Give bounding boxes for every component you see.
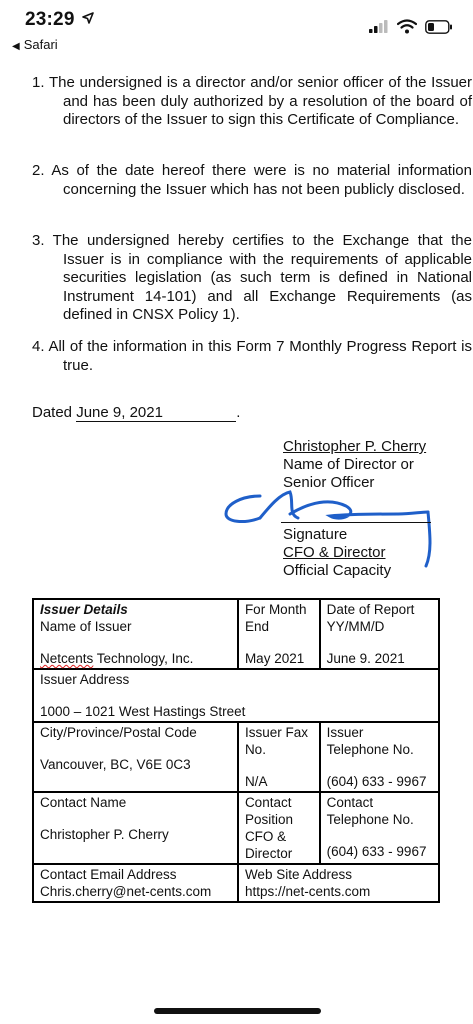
item-1 xyxy=(32,74,472,130)
contact-position-label-1: Contact xyxy=(244,795,292,810)
city-value: Vancouver, BC, V6E 0C3 xyxy=(40,757,191,772)
issuer-name-cell xyxy=(33,599,238,669)
website-cell xyxy=(238,864,439,902)
fax-value: N/A xyxy=(244,774,268,789)
table-row xyxy=(33,722,439,792)
month-end-label-1: For Month xyxy=(244,602,307,617)
signature-caption-block xyxy=(283,526,391,580)
fax-cell xyxy=(238,722,320,792)
cellular-signal-icon xyxy=(369,20,389,33)
item-4 xyxy=(32,338,472,375)
item-number: 3. xyxy=(32,232,45,249)
capacity-caption: Official Capacity xyxy=(283,562,392,579)
dated-line xyxy=(32,404,240,422)
contact-phone-cell xyxy=(320,792,439,864)
capacity-value: CFO & Director xyxy=(283,544,386,561)
issuer-details-heading: Issuer Details xyxy=(40,602,128,617)
website-value: https://net-cents.com xyxy=(244,884,371,899)
table-row xyxy=(33,599,439,669)
report-date-label-2: YY/MM/D xyxy=(326,619,385,634)
item-text: The undersigned hereby certifies to the Exchange that the Issuer is in compliance with the requirements of applicable securities legislation (as such term is defined in National Instrument 14-101) and all Exchange Requirements (as defined in CNSX Policy 1). xyxy=(52,232,472,324)
status-time: 23:29 xyxy=(25,9,75,30)
address-label: Issuer Address xyxy=(40,672,130,687)
issuer-details-table xyxy=(32,598,440,903)
back-to-safari-link[interactable] xyxy=(12,37,58,52)
item-3 xyxy=(32,232,472,325)
website-label: Web Site Address xyxy=(244,867,352,882)
month-end-value: May 2021 xyxy=(244,651,305,666)
item-number: 4. xyxy=(32,338,45,355)
month-end-cell xyxy=(238,599,320,669)
fax-label-2: No. xyxy=(244,742,266,757)
email-cell xyxy=(33,864,238,902)
contact-phone-label-2: Telephone No. xyxy=(326,812,414,827)
contact-phone-label-1: Contact xyxy=(326,795,374,810)
item-number: 2. xyxy=(32,162,45,179)
phone-label-1: Issuer xyxy=(326,725,364,740)
month-end-label-2: End xyxy=(244,619,269,634)
item-2 xyxy=(32,162,472,199)
back-label: Safari xyxy=(23,37,58,52)
signer-name: Christopher P. Cherry xyxy=(283,438,427,455)
address-cell xyxy=(33,669,439,722)
phone-value: (604) 633 - 9967 xyxy=(326,774,427,789)
signature-line xyxy=(281,522,431,523)
contact-name-cell xyxy=(33,792,238,864)
fax-label-1: Issuer Fax xyxy=(244,725,308,740)
wifi-icon xyxy=(397,19,417,34)
home-indicator[interactable] xyxy=(154,1008,321,1014)
battery-icon xyxy=(425,20,453,34)
signature-caption: Signature xyxy=(283,526,348,543)
back-triangle-icon: ◀ xyxy=(12,41,20,52)
dated-suffix: . xyxy=(236,404,241,421)
dated-label: Dated xyxy=(32,404,73,421)
table-row xyxy=(33,669,439,722)
contact-position-label-2: Position xyxy=(244,812,293,827)
report-date-value: June 9. 2021 xyxy=(326,651,405,666)
signer-name-caption-1: Name of Director or xyxy=(283,456,414,473)
cutoff-text-line xyxy=(60,49,380,55)
report-date-label-1: Date of Report xyxy=(326,602,415,617)
signer-name-caption-2: Senior Officer xyxy=(283,474,375,491)
phone-cell xyxy=(320,722,439,792)
issuer-name-rest: Technology, Inc. xyxy=(93,651,194,666)
address-value: 1000 – 1021 West Hastings Street xyxy=(40,704,246,719)
report-date-cell xyxy=(320,599,439,669)
item-text: As of the date hereof there were is no material information concerning the Issuer which has not been publicly disclosed. xyxy=(51,162,472,198)
dated-value: June 9, 2021 xyxy=(76,405,236,422)
table-row xyxy=(33,864,439,902)
phone-label-2: Telephone No. xyxy=(326,742,414,757)
item-text: All of the information in this Form 7 Monthly Progress Report is true. xyxy=(48,338,472,374)
contact-name-label: Contact Name xyxy=(40,795,127,810)
contact-position-cell xyxy=(238,792,320,864)
table-row xyxy=(33,792,439,864)
issuer-name-squiggle: Netcents xyxy=(40,651,94,666)
status-bar xyxy=(0,0,473,56)
contact-position-value-1: CFO & xyxy=(244,829,287,844)
contact-position-value-2: Director xyxy=(244,846,293,861)
location-arrow-icon xyxy=(82,12,94,24)
item-number: 1. xyxy=(32,74,45,91)
city-cell xyxy=(33,722,238,792)
city-label: City/Province/Postal Code xyxy=(40,725,197,740)
item-text: The undersigned is a director and/or senior officer of the Issuer and has been duly authorized by a resolution of the board of directors of the Issuer to sign this Certificate of Compliance. xyxy=(48,74,473,129)
contact-name-value: Christopher P. Cherry xyxy=(40,827,169,842)
name-of-issuer-label: Name of Issuer xyxy=(40,619,132,634)
email-value: Chris.cherry@net-cents.com xyxy=(40,884,212,899)
issuer-name-value xyxy=(40,650,231,667)
contact-phone-value: (604) 633 - 9967 xyxy=(326,844,427,859)
email-label: Contact Email Address xyxy=(40,867,177,882)
